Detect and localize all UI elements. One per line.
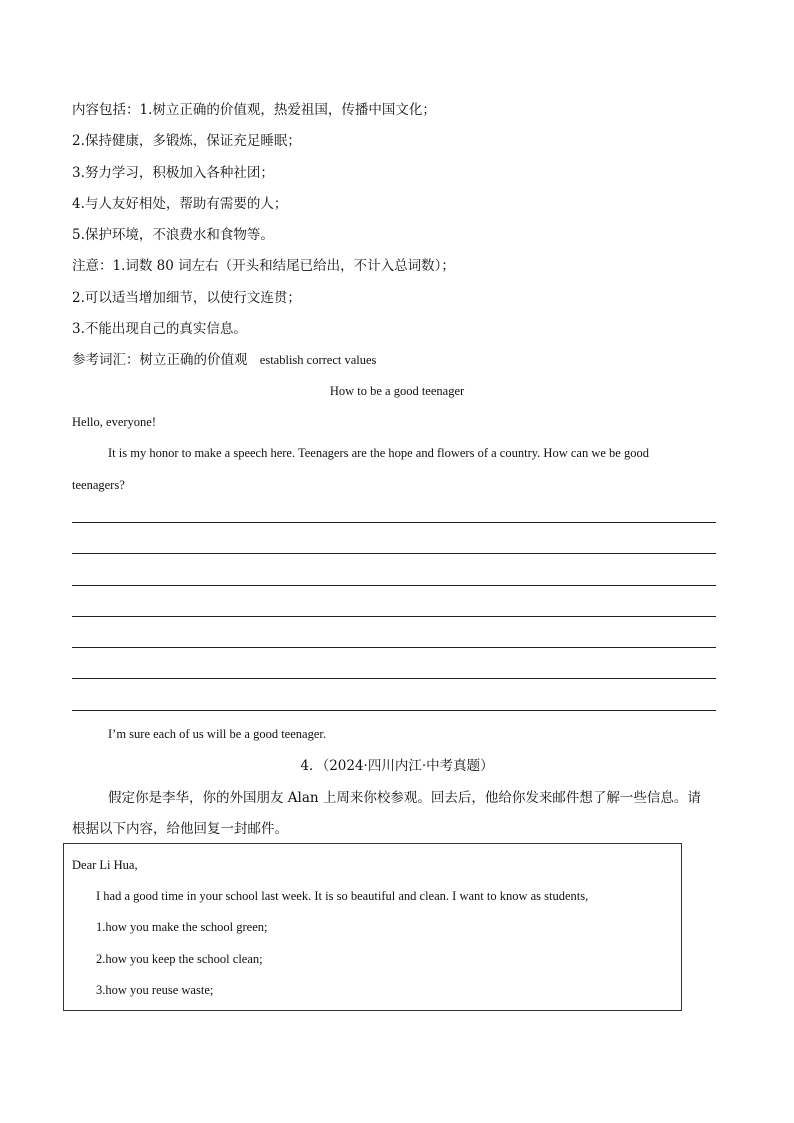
letter-body: I had a good time in your school last week. It is so beautiful and clean. I want to know as students, [96, 889, 589, 903]
answer-line [72, 585, 716, 586]
essay-greeting: Hello, everyone! [72, 415, 156, 429]
answer-line [72, 522, 716, 523]
answer-line [72, 647, 716, 648]
question-4-header: 4．（2024·四川内江·中考真题） [300, 758, 494, 774]
reference-vocab-english: establish correct values [259, 353, 377, 367]
reference-vocab-label: 参考词汇：树立正确的价值观 [72, 352, 248, 368]
content-item-2: 2.保持健康，多锻炼，保证充足睡眠； [72, 133, 301, 149]
reference-vocab [72, 351, 376, 369]
essay-closing: I’m sure each of us will be a good teenager. [108, 727, 326, 741]
note-2: 2.可以适当增加细节，以使行文连贯； [72, 290, 301, 306]
letter-item-3: 3.how you reuse waste; [96, 983, 214, 997]
answer-line [72, 616, 716, 617]
question-4-prompt-line-1: 假定你是李华，你的外国朋友 Alan 上周来你校参观。回去后，他给你发来邮件想了解一些信息。请 [108, 790, 701, 806]
note-3: 3.不能出现自己的真实信息。 [72, 321, 247, 337]
letter-item-2: 2.how you keep the school clean; [96, 952, 263, 966]
letter-salutation: Dear Li Hua, [72, 858, 138, 872]
essay-intro-line-1: It is my honor to make a speech here. Teenagers are the hope and flowers of a country. How can we be good [108, 446, 649, 460]
answer-line [72, 678, 716, 679]
note-1: 注意：1.词数 80 词左右（开头和结尾已给出，不计入总词数）； [72, 258, 455, 274]
answer-line [72, 553, 716, 554]
question-4-prompt-line-2: 根据以下内容，给他回复一封邮件。 [72, 821, 288, 837]
answer-line [72, 710, 716, 711]
content-item-4: 4.与人友好相处，帮助有需要的人； [72, 196, 288, 212]
content-item-3: 3.努力学习，积极加入各种社团； [72, 165, 274, 181]
essay-intro-line-2: teenagers? [72, 478, 125, 492]
content-item-1: 内容包括：1.树立正确的价值观，热爱祖国，传播中国文化； [72, 102, 436, 118]
letter-item-1: 1.how you make the school green; [96, 920, 268, 934]
content-item-5: 5.保护环境，不浪费水和食物等。 [72, 227, 274, 243]
essay-title: How to be a good teenager [329, 384, 465, 398]
